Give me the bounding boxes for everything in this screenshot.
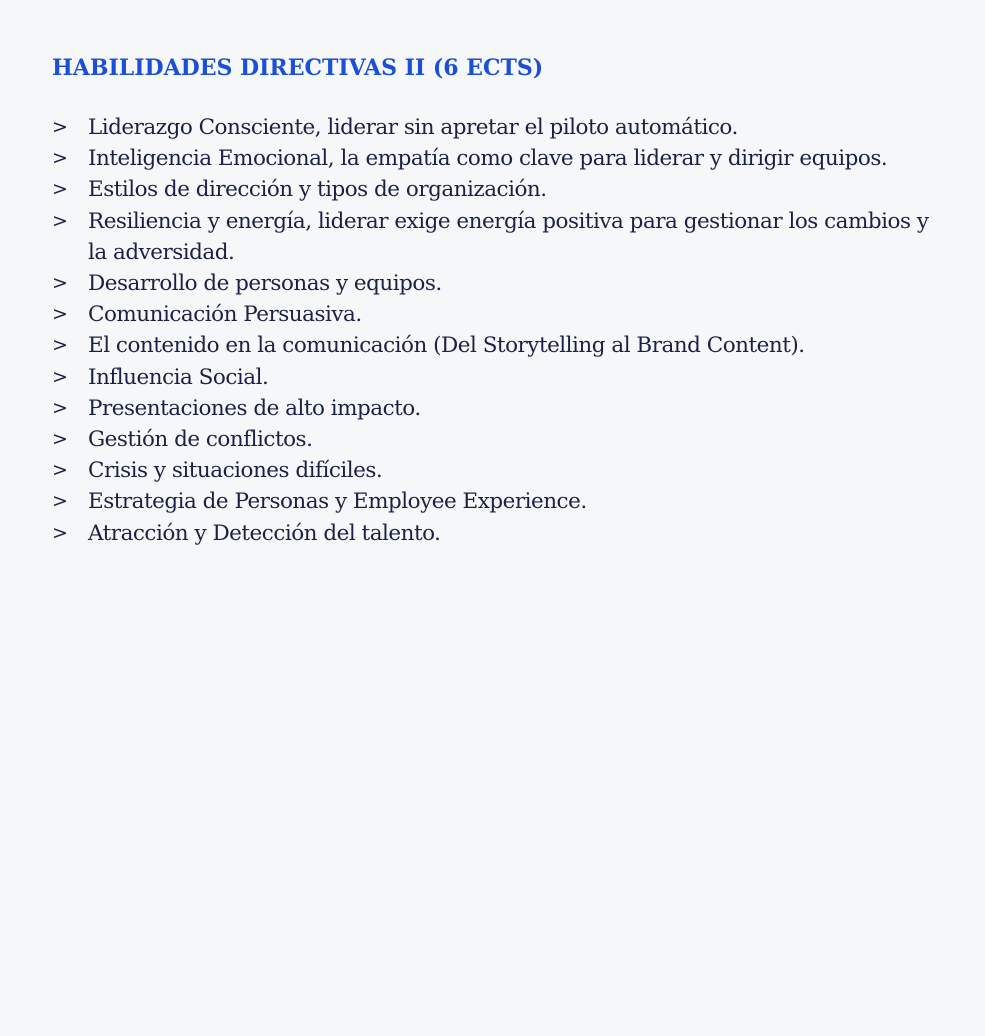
list-item xyxy=(52,330,932,361)
chevron-right-icon: > xyxy=(52,116,68,138)
list-item-text: Gestión de conflictos. xyxy=(88,427,313,453)
chevron-right-icon: > xyxy=(52,365,68,388)
topic-list xyxy=(52,112,932,549)
list-item xyxy=(52,393,932,424)
list-item xyxy=(52,424,932,455)
list-item-text: El contenido en la comunicación (Del Storytelling al Brand Content). xyxy=(88,333,805,359)
list-item-text: Desarrollo de personas y equipos. xyxy=(88,271,442,297)
list-item-text: Comunicación Persuasiva. xyxy=(88,302,362,328)
chevron-right-icon: > xyxy=(52,334,68,357)
list-item xyxy=(52,518,932,549)
chevron-right-icon: > xyxy=(52,521,68,544)
list-item xyxy=(52,455,932,486)
chevron-right-icon: > xyxy=(52,209,68,232)
chevron-right-icon: > xyxy=(52,396,68,419)
list-item xyxy=(52,143,932,174)
list-item-text: Influencia Social. xyxy=(88,364,269,390)
list-item xyxy=(52,206,932,268)
list-item-text: Resiliencia y energía, liderar exige energía positiva para gestionar los cambios y la adversidad. xyxy=(88,208,929,265)
chevron-right-icon: > xyxy=(52,490,68,513)
list-item xyxy=(52,268,932,299)
list-item-text: Crisis y situaciones difíciles. xyxy=(88,458,383,484)
list-item xyxy=(52,112,932,143)
chevron-right-icon: > xyxy=(52,272,68,295)
list-item-text: Estilos de dirección y tipos de organización. xyxy=(88,177,547,203)
list-item-text: Presentaciones de alto impacto. xyxy=(88,395,421,421)
list-item-text: Inteligencia Emocional, la empatía como clave para liderar y dirigir equipos. xyxy=(88,146,888,172)
list-item xyxy=(52,486,932,517)
list-item xyxy=(52,362,932,393)
chevron-right-icon: > xyxy=(52,147,68,170)
chevron-right-icon: > xyxy=(52,428,68,451)
section-title: HABILIDADES DIRECTIVAS II (6 ECTS) xyxy=(52,55,544,81)
list-item-text: Atracción y Detección del talento. xyxy=(88,520,441,546)
list-item-text: Estrategia de Personas y Employee Experience. xyxy=(88,489,587,515)
chevron-right-icon: > xyxy=(52,303,68,326)
chevron-right-icon: > xyxy=(52,459,68,482)
list-item-text: Liderazgo Consciente, liderar sin apretar el piloto automático. xyxy=(88,115,738,140)
chevron-right-icon: > xyxy=(52,178,68,201)
list-item xyxy=(52,299,932,330)
list-item xyxy=(52,174,932,205)
course-section xyxy=(52,54,932,549)
